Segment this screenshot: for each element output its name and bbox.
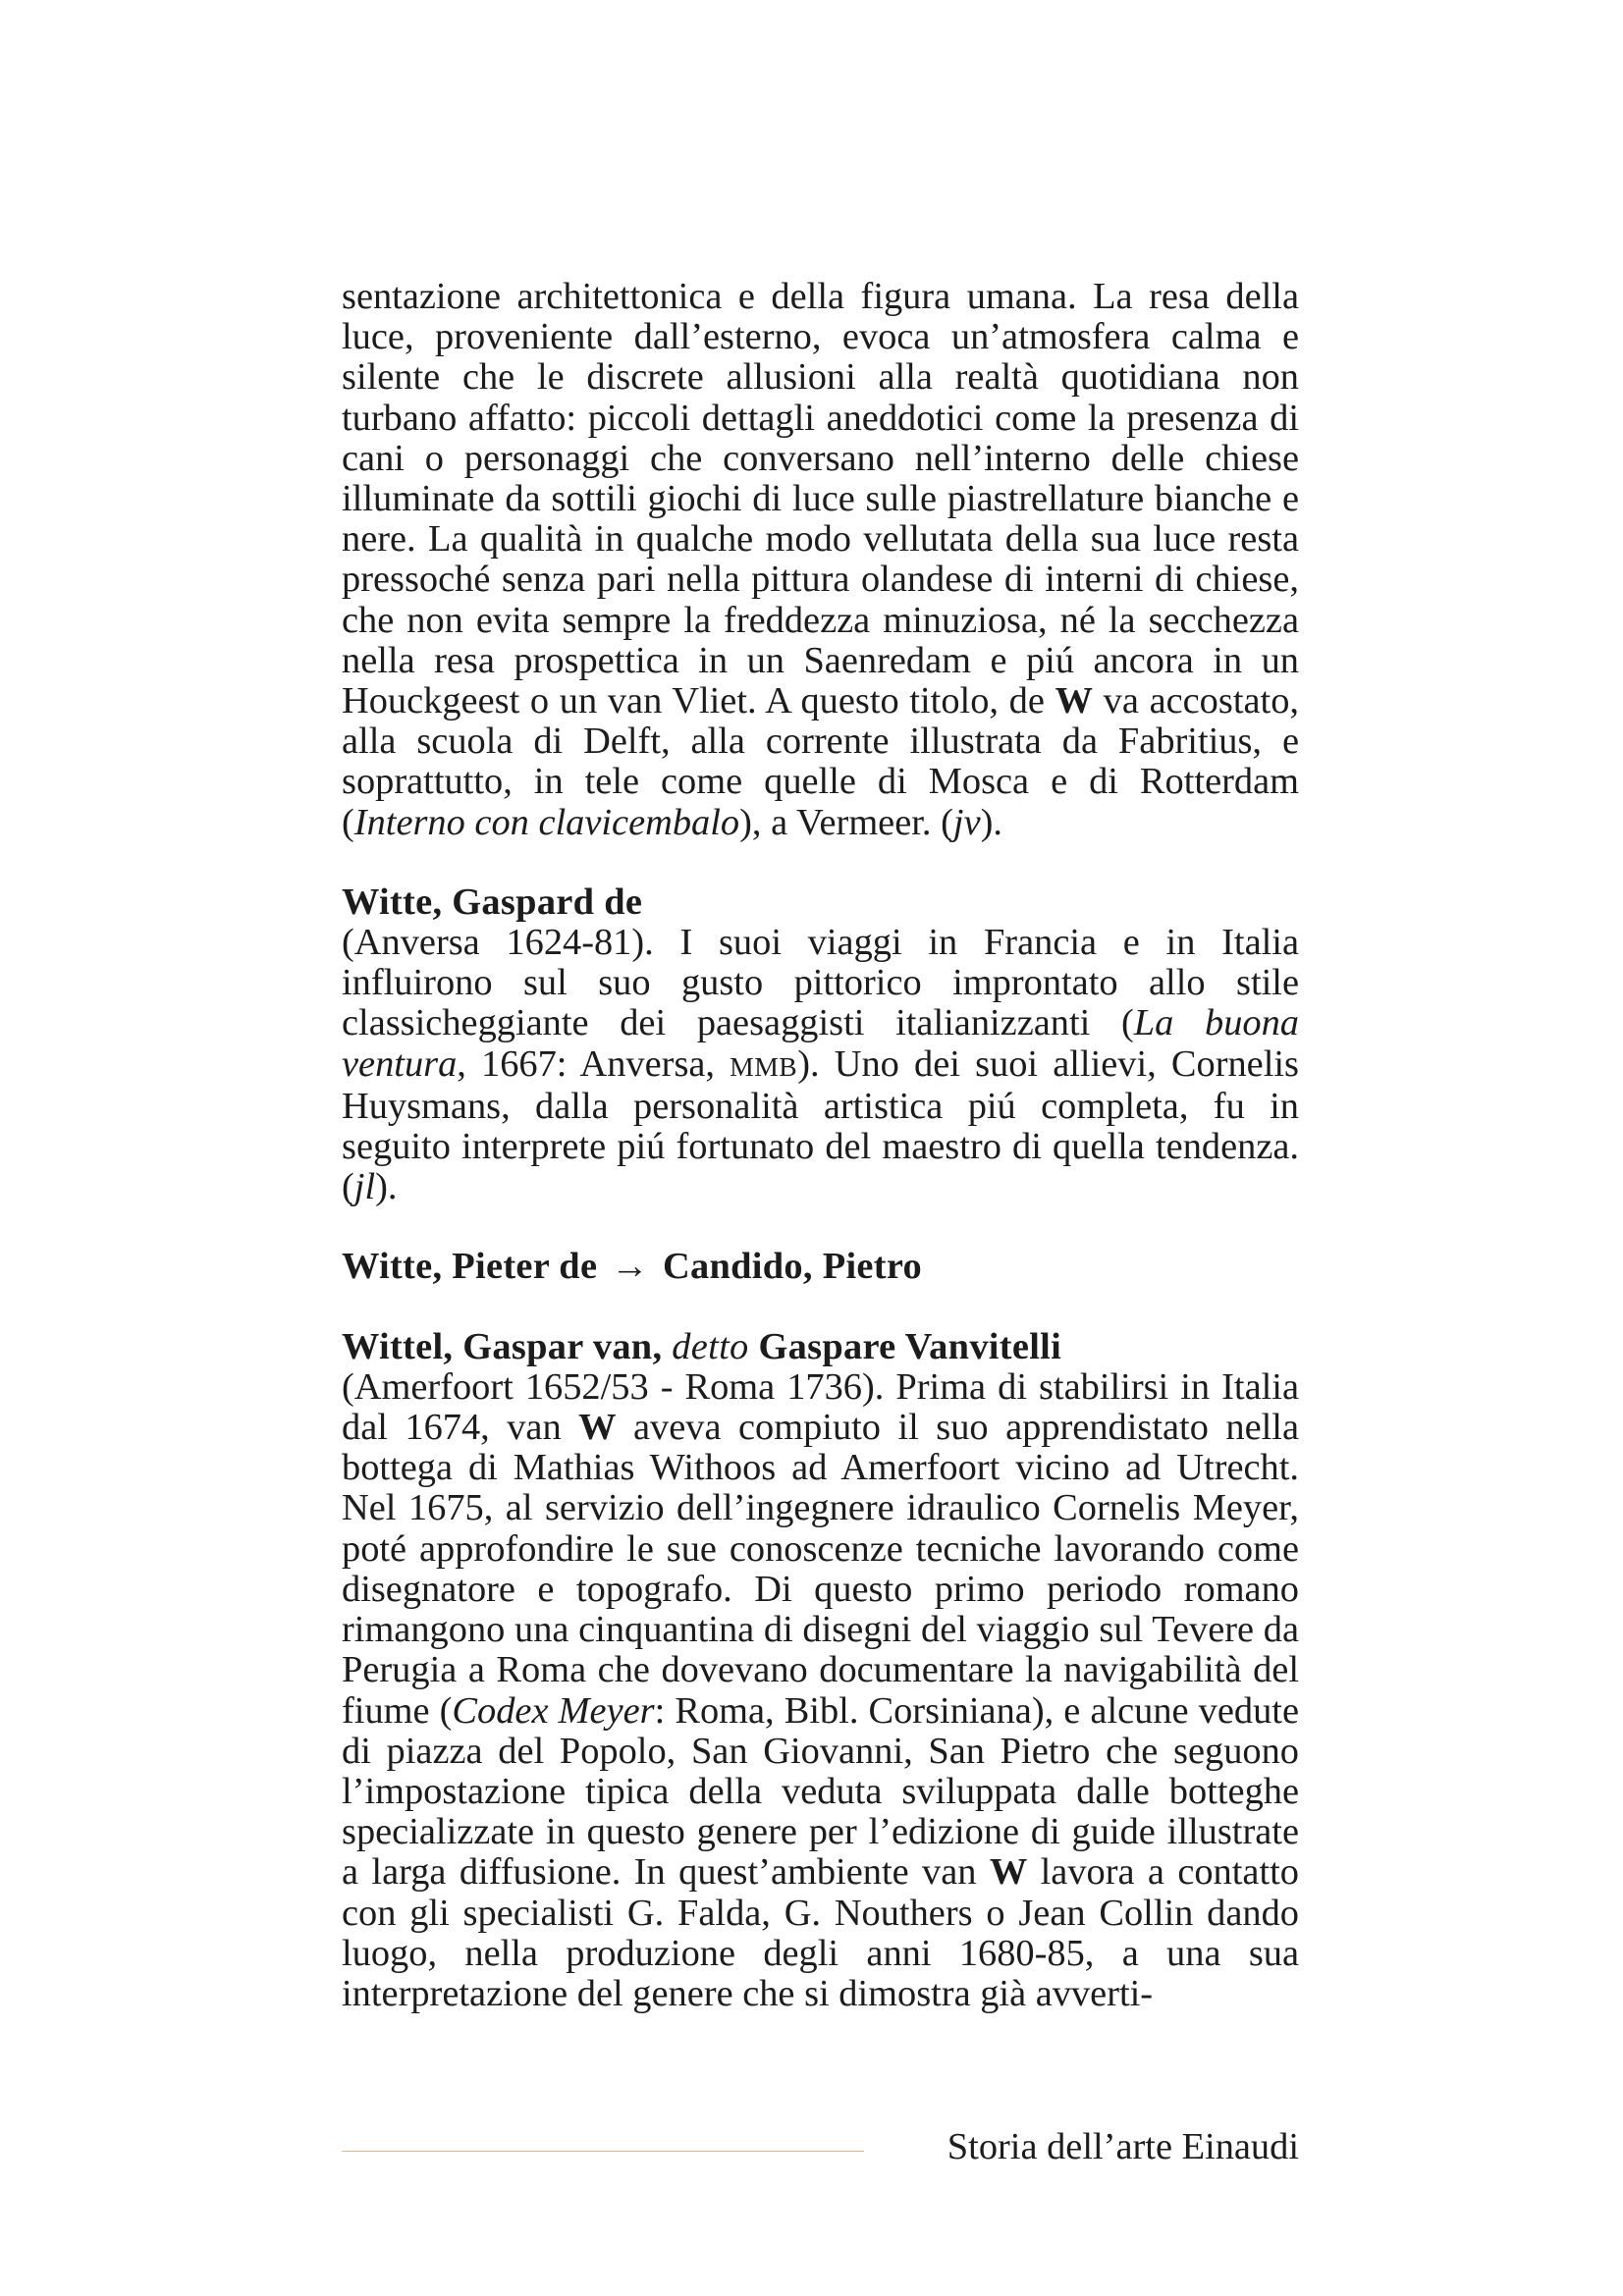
artwork-title: Interno con clavicembalo — [353, 801, 740, 843]
author-initials: jl — [353, 1166, 376, 1208]
entry-heading-wittel: Wittel, Gaspar van, detto Gaspare Vanvitelli — [342, 1325, 1062, 1367]
museum-abbrev: MMB — [730, 1050, 798, 1082]
entry-continuation-paragraph: sentazione architettonica e della figura umana. La resa della luce, proveniente dall’esterno, evoca un’atmosfera calma e silente che le discrete allusioni alla realtà quotidiana non turbano affatto: piccoli dettagli aneddotici come la presenza di cani o personaggi che conversano nell’interno delle chiese illuminate da sottili giochi di luce sulle piastrellature bianche e nere. La qualità in qualche modo vellutata della sua luce resta pressoché senza pari nella pittura olandese di interni di chiese, che non evita sempre la freddezza minuziosa, né la secchezza nella resa prospettica in un Saenredam e piú ancora in un Houckgeest o un van Vliet. A questo titolo, de W va accostato, alla scuola di Delft, alla corrente illustrata da Fabritius, e soprattutto, in tele come quelle di Mosca e di Rotterdam (Interno con clavicembalo), a Vermeer. (jv). — [342, 276, 1299, 843]
entry-paragraph-witte-gaspard: (Anversa 1624-81). I suoi viaggi in Francia e in Italia influirono sul suo gusto pittorico improntato allo stile classicheggiante dei paesaggisti italianizzanti (La buona ventura, 1667: Anversa, MMB). Uno dei suoi allievi, Cornelis Huysmans, dalla personalità artistica piú completa, fu in seguito interprete piú fortunato del maestro di quella tendenza. (jl). — [342, 922, 1299, 1208]
entry-heading-witte-gaspard: Witte, Gaspard de — [342, 881, 643, 923]
abbrev-w: W — [989, 1851, 1028, 1894]
entry-heading-witte-pieter: Witte, Pieter de → Candido, Pietro — [342, 1246, 922, 1288]
page-footer — [342, 2125, 1299, 2174]
see-also-arrow-icon: → — [611, 1246, 649, 1288]
artwork-title: La buona ventura — [342, 1002, 1299, 1085]
abbrev-w: W — [578, 1407, 617, 1449]
footer-publication-title: Storia dell’arte Einaudi — [947, 2126, 1299, 2167]
author-initials: jv — [952, 801, 981, 843]
page-body — [342, 277, 1299, 2014]
abbrev-w: W — [1055, 680, 1093, 722]
artwork-title: Codex Meyer — [452, 1689, 655, 1732]
footer-rule — [342, 2151, 864, 2152]
entry-paragraph-wittel: (Amerfoort 1652/53 - Roma 1736). Prima di stabilirsi in Italia dal 1674, van W aveva compiuto il suo apprendistato nella bottega di Mathias Withoos ad Amerfoort vicino ad Utrecht. Nel 1675, al servizio dell’ingegnere idraulico Cornelis Meyer, poté approfondire le sue conoscenze tecniche lavorando come disegnatore e topografo. Di questo primo periodo romano rimangono una cinquantina di disegni del viaggio sul Tevere da Perugia a Roma che dovevano documentare la navigabilità del fiume (Codex Meyer: Roma, Bibl. Corsiniana), e alcune vedute di piazza del Popolo, San Giovanni, San Pietro che seguono l’impostazione tipica della veduta sviluppata dalle botteghe specializzate in questo genere per l’edizione di guide illustrate a larga diffusione. In quest’ambiente van W lavora a contatto con gli specialisti G. Falda, G. Nouthers o Jean Collin dando luogo, nella produzione degli anni 1680-85, a una sua interpretazione del genere che si dimostra già avverti- — [342, 1365, 1299, 2014]
